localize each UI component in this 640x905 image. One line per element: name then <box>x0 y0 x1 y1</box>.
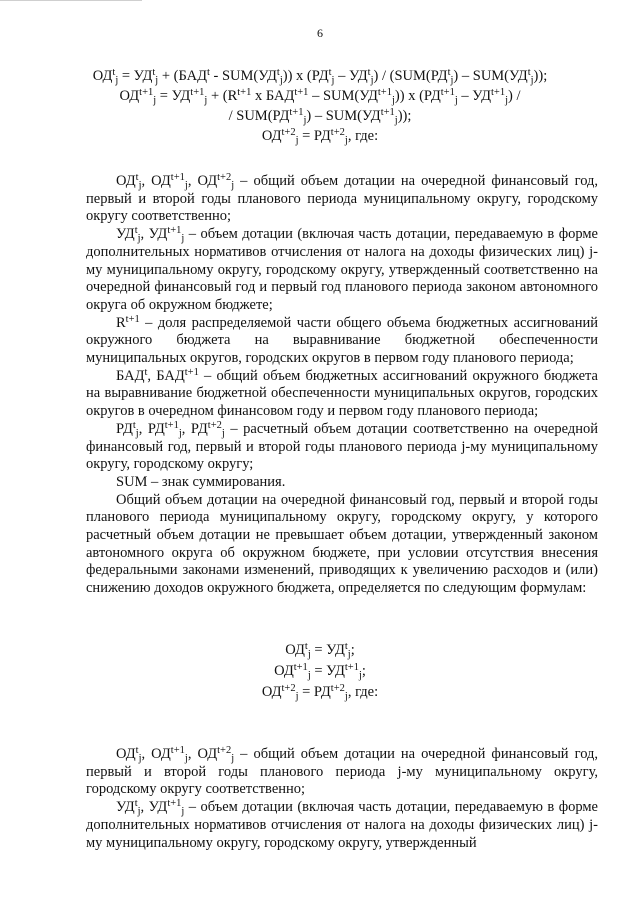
paragraph: $УД^t_j$, $УД^{t+1}_j$ – объем дотации (включая часть дотации, передаваемую в форме дополнительных нормативов отчисления от налога на доходы физических лиц) j-му муниципальному округу, городскому округу, утвержденный <box>86 798 598 851</box>
top-rule <box>0 0 142 1</box>
formula-block-secondary <box>86 640 554 703</box>
body-text-lower <box>86 746 598 852</box>
formula-line: $ОД^{t+1}_j = УД^{t+1}_j + (R^{t+1}$ x $БАД^{t+1} - SUM(УД^{t+1}_j)$) x $(РД^{t+1}_j - УД^{t+1}_j)$ / <box>119 87 521 106</box>
paragraph: $R^{t+1}$ – доля распределяемой части общего объема бюджетных ассигнований окружного бюджета на выравнивание бюджетной обеспеченности муниципальных округов, городских округов в первом году планового периода; <box>86 313 598 367</box>
body-text-upper <box>86 173 598 598</box>
paragraph: $ОД^t_j$, $ОД^{t+1}_j$, $ОД^{t+2}_j$ – общий объем дотации на очередной финансовый год, первый и второй годы планового периода муниципальному округу, городскому округу соответственно; <box>86 172 599 225</box>
page-number: 6 <box>317 26 323 40</box>
paragraph: $РД^t_j$, $РД^{t+1}_j$, $РД^{t+2}_j$ – расчетный объем дотации соответственно на очередной финансовый год, первый и второй годы планового периода j-му муниципальному округу, городскому округу; <box>86 419 598 473</box>
formula-line: $ОД^t_j = УД^t_j$; <box>285 641 355 660</box>
formula-line: $ОД^{t+1}_j = УД^{t+1}_j$; <box>274 662 366 681</box>
paragraph: SUM – знак суммирования. <box>116 473 286 490</box>
paragraph: БАД$^t$, $БАД^{t+1}$ – общий объем бюджетных ассигнований окружного бюджета на выравнивание бюджетной обеспеченности муниципальных округов, городских округов в очередном финансовом году и первом году планового периода; <box>86 366 598 420</box>
formula-line: / $SUM(РД^{t+1}_j) - SUM(УД^{t+1}_j)$); <box>228 107 412 126</box>
paragraph: $УД^t_j$, $УД^{t+1}_j$ – объем дотации (включая часть дотации, передаваемую в форме дополнительных нормативов отчисления от налога на доходы физических лиц) j-му муниципальному округу, городскому округу, утвержденный соответственно на очередной финансовый год и первый год планового периода законом автономного округа об окружном бюджете; <box>86 225 598 313</box>
paragraph: $ОД^t_j$, $ОД^{t+1}_j$, $ОД^{t+2}_j$ – общий объем дотации на очередной финансовый год, первый и второй годы планового периода j-му муниципальному округу, городскому округу соответственно; <box>86 745 599 798</box>
formula-line: $ОД^t_j = УД^t_j + (БАД^t - SUM(УД^t_j))$ x $(РД^t_j - УД^t_j) / (SUM(РД^t_j) - SUM(УД^t_j))$; <box>92 67 548 86</box>
formula-line: $ОД^{t+2}_j = РД^{t+2}_j$, где: <box>261 127 379 146</box>
formula-line: $ОД^{t+2}_j = РД^{t+2}_j$, где: <box>261 683 379 702</box>
formula-block-main <box>86 66 554 146</box>
paragraph: Общий объем дотации на очередной финансовый год, первый и второй годы планового периода муниципальному округу, городскому округу, у которого расчетный объем дотации не превышает объем дотации, утвержденный законом автономного округа об окружном бюджете, при условии отсутствия внесения федеральными законами изменений, приводящих к увеличению расходов и (или) снижению доходов окружного бюджета, определяется по следующим формулам: <box>86 491 598 597</box>
